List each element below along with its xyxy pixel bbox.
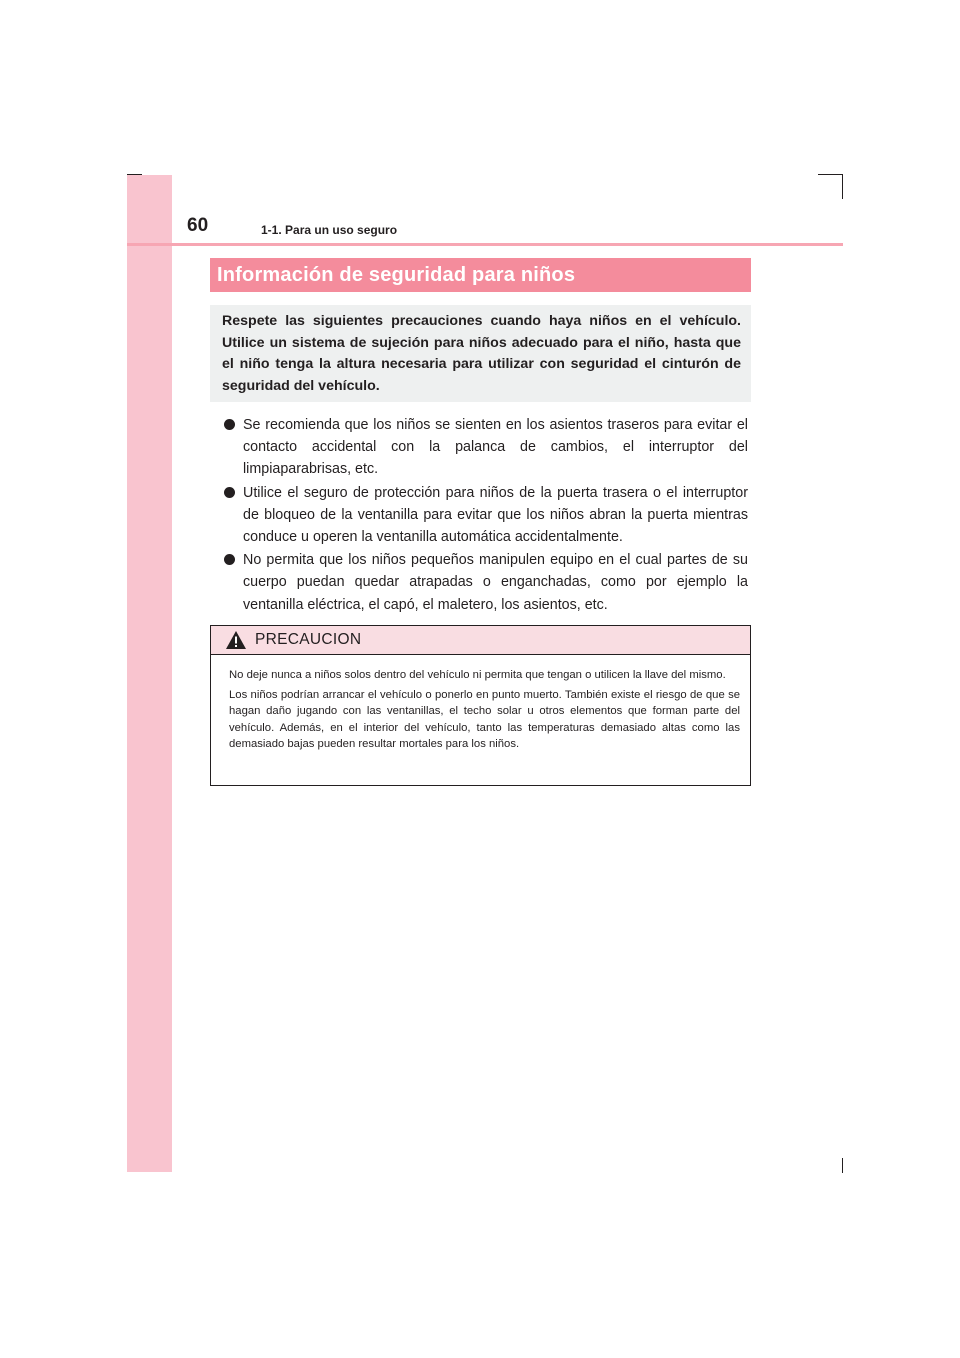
page-number: 60 (187, 215, 209, 236)
bullet-list (222, 414, 748, 617)
list-item (222, 414, 748, 481)
caution-body (211, 655, 750, 752)
filled-circle-bullet-icon (224, 554, 235, 565)
intro-text: Respete las siguientes precauciones cuando haya niños en el vehículo. Utilice un sistema de sujeción para niños adecuado para el niño, hasta que el niño tenga la altura necesaria para utilizar con seguridad el cinturón de seguridad del vehículo. (222, 313, 741, 394)
intro-box (210, 305, 751, 402)
crop-mark-bottom-right (842, 1158, 843, 1173)
caution-box (210, 625, 751, 786)
header-rule (127, 243, 843, 246)
caution-header (211, 626, 750, 655)
caution-paragraph: Los niños podrían arrancar el vehículo o ponerlo en punto muerto. También existe el riesgo de que se hagan daño jugando con las ventanillas, el techo solar u otros elementos que forman parte del vehículo. Además, en el interior del vehículo, tanto las temperaturas demasiado altas como las demasiado bajas pueden resultar mortales para los niños. (229, 689, 740, 750)
warning-triangle-icon (225, 630, 247, 650)
crop-mark-top-right-v (842, 174, 843, 199)
bullet-text: No permita que los niños pequeños manipulen equipo en el cual partes de su cuerpo puedan quedar atrapadas o enganchadas, como por ejemplo la ventanilla eléctrica, el capó, el maletero, los asientos, etc. (243, 552, 748, 613)
filled-circle-bullet-icon (224, 419, 235, 430)
crop-mark-top-right-h (818, 174, 843, 175)
caution-label: PRECAUCION (255, 631, 362, 648)
filled-circle-bullet-icon (224, 487, 235, 498)
bullet-text: Se recomienda que los niños se sienten en los asientos traseros para evitar el contacto accidental con la palanca de cambios, el interruptor del limpiaparabrisas, etc. (243, 417, 748, 478)
crop-mark-top-left (127, 174, 142, 175)
list-item (222, 549, 748, 616)
section-title: Información de seguridad para niños (217, 263, 576, 286)
section-title-bar (210, 258, 751, 292)
section-label: 1-1. Para un uso seguro (261, 223, 398, 237)
caution-paragraph: No deje nunca a niños solos dentro del vehículo ni permita que tengan o utilicen la llave del mismo. (229, 669, 726, 681)
bullet-text: Utilice el seguro de protección para niños de la puerta trasera o el interruptor de bloqueo de la ventanilla para evitar que los niños abran la puerta mientras conduce u operen la ventanilla automática accidentalmente. (243, 484, 748, 546)
side-color-strip (127, 175, 172, 1172)
list-item (222, 482, 748, 549)
